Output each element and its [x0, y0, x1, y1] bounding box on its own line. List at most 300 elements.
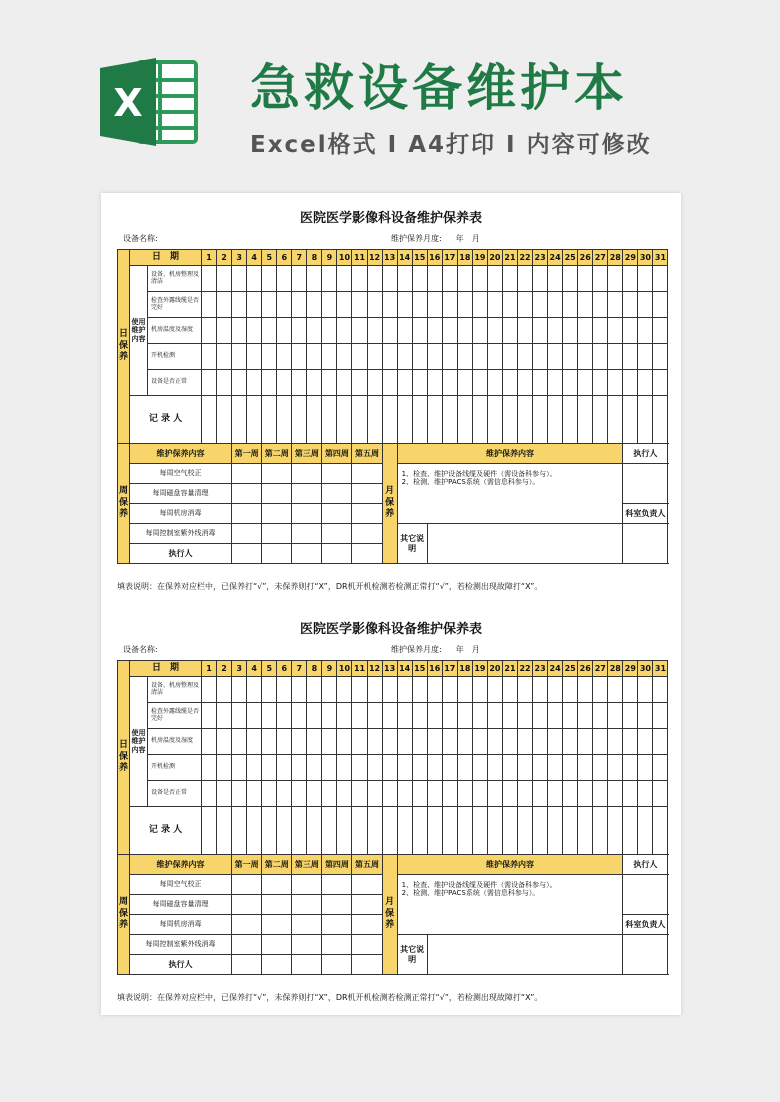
check-cell[interactable] — [277, 318, 292, 344]
check-cell[interactable] — [412, 703, 427, 729]
recorder-cell[interactable] — [202, 396, 217, 444]
check-cell[interactable] — [277, 703, 292, 729]
check-cell[interactable] — [202, 318, 217, 344]
recorder-cell[interactable] — [217, 396, 232, 444]
check-cell[interactable] — [563, 755, 578, 781]
check-cell[interactable] — [307, 781, 322, 807]
check-cell[interactable] — [427, 370, 442, 396]
recorder-cell[interactable] — [623, 396, 638, 444]
week-check-cell[interactable] — [322, 875, 352, 895]
check-cell[interactable] — [457, 318, 472, 344]
check-cell[interactable] — [337, 318, 352, 344]
check-cell[interactable] — [533, 292, 548, 318]
check-cell[interactable] — [397, 292, 412, 318]
check-cell[interactable] — [202, 266, 217, 292]
check-cell[interactable] — [563, 677, 578, 703]
check-cell[interactable] — [487, 370, 502, 396]
recorder-cell[interactable] — [337, 396, 352, 444]
week-check-cell[interactable] — [352, 915, 382, 935]
check-cell[interactable] — [412, 729, 427, 755]
check-cell[interactable] — [277, 781, 292, 807]
check-cell[interactable] — [352, 729, 367, 755]
check-cell[interactable] — [593, 677, 608, 703]
check-cell[interactable] — [457, 266, 472, 292]
check-cell[interactable] — [397, 703, 412, 729]
check-cell[interactable] — [247, 318, 262, 344]
recorder-cell[interactable] — [518, 396, 533, 444]
recorder-cell[interactable] — [292, 807, 307, 855]
recorder-cell[interactable] — [533, 396, 548, 444]
check-cell[interactable] — [412, 318, 427, 344]
check-cell[interactable] — [578, 781, 593, 807]
check-cell[interactable] — [232, 781, 247, 807]
check-cell[interactable] — [623, 755, 638, 781]
check-cell[interactable] — [578, 318, 593, 344]
check-cell[interactable] — [472, 318, 487, 344]
check-cell[interactable] — [548, 703, 563, 729]
check-cell[interactable] — [563, 292, 578, 318]
check-cell[interactable] — [412, 755, 427, 781]
check-cell[interactable] — [623, 370, 638, 396]
recorder-cell[interactable] — [367, 807, 382, 855]
recorder-cell[interactable] — [442, 807, 457, 855]
check-cell[interactable] — [563, 370, 578, 396]
check-cell[interactable] — [533, 370, 548, 396]
check-cell[interactable] — [623, 677, 638, 703]
check-cell[interactable] — [277, 755, 292, 781]
check-cell[interactable] — [502, 755, 517, 781]
recorder-cell[interactable] — [472, 396, 487, 444]
check-cell[interactable] — [548, 370, 563, 396]
recorder-cell[interactable] — [397, 396, 412, 444]
check-cell[interactable] — [442, 266, 457, 292]
recorder-cell[interactable] — [578, 807, 593, 855]
check-cell[interactable] — [623, 266, 638, 292]
check-cell[interactable] — [202, 370, 217, 396]
check-cell[interactable] — [548, 755, 563, 781]
check-cell[interactable] — [502, 318, 517, 344]
check-cell[interactable] — [608, 370, 623, 396]
check-cell[interactable] — [457, 781, 472, 807]
check-cell[interactable] — [397, 318, 412, 344]
check-cell[interactable] — [217, 729, 232, 755]
check-cell[interactable] — [412, 266, 427, 292]
check-cell[interactable] — [232, 344, 247, 370]
week-check-cell[interactable] — [232, 895, 262, 915]
check-cell[interactable] — [502, 370, 517, 396]
check-cell[interactable] — [382, 292, 397, 318]
check-cell[interactable] — [518, 781, 533, 807]
week-check-cell[interactable] — [262, 915, 292, 935]
check-cell[interactable] — [307, 292, 322, 318]
check-cell[interactable] — [397, 266, 412, 292]
check-cell[interactable] — [382, 729, 397, 755]
check-cell[interactable] — [638, 677, 653, 703]
check-cell[interactable] — [533, 318, 548, 344]
check-cell[interactable] — [397, 677, 412, 703]
check-cell[interactable] — [217, 755, 232, 781]
check-cell[interactable] — [412, 292, 427, 318]
check-cell[interactable] — [397, 729, 412, 755]
check-cell[interactable] — [608, 677, 623, 703]
week-check-cell[interactable] — [262, 464, 292, 484]
check-cell[interactable] — [367, 318, 382, 344]
check-cell[interactable] — [502, 703, 517, 729]
recorder-cell[interactable] — [487, 396, 502, 444]
check-cell[interactable] — [472, 755, 487, 781]
check-cell[interactable] — [382, 781, 397, 807]
week-check-cell[interactable] — [352, 524, 382, 544]
check-cell[interactable] — [382, 370, 397, 396]
check-cell[interactable] — [367, 370, 382, 396]
check-cell[interactable] — [653, 292, 668, 318]
check-cell[interactable] — [352, 677, 367, 703]
dept-head-sign-cell[interactable] — [623, 524, 668, 564]
check-cell[interactable] — [487, 292, 502, 318]
check-cell[interactable] — [442, 729, 457, 755]
check-cell[interactable] — [322, 755, 337, 781]
check-cell[interactable] — [232, 370, 247, 396]
check-cell[interactable] — [412, 677, 427, 703]
check-cell[interactable] — [487, 781, 502, 807]
recorder-cell[interactable] — [653, 807, 668, 855]
recorder-cell[interactable] — [352, 807, 367, 855]
check-cell[interactable] — [563, 703, 578, 729]
check-cell[interactable] — [472, 266, 487, 292]
week-check-cell[interactable] — [322, 484, 352, 504]
recorder-cell[interactable] — [623, 807, 638, 855]
check-cell[interactable] — [638, 370, 653, 396]
week-check-cell[interactable] — [292, 484, 322, 504]
week-executor-cell[interactable] — [352, 955, 382, 975]
check-cell[interactable] — [217, 370, 232, 396]
check-cell[interactable] — [608, 344, 623, 370]
check-cell[interactable] — [367, 755, 382, 781]
recorder-cell[interactable] — [352, 396, 367, 444]
check-cell[interactable] — [472, 292, 487, 318]
check-cell[interactable] — [397, 781, 412, 807]
check-cell[interactable] — [533, 266, 548, 292]
check-cell[interactable] — [262, 370, 277, 396]
check-cell[interactable] — [623, 292, 638, 318]
check-cell[interactable] — [217, 703, 232, 729]
check-cell[interactable] — [367, 266, 382, 292]
check-cell[interactable] — [442, 703, 457, 729]
check-cell[interactable] — [367, 781, 382, 807]
check-cell[interactable] — [367, 677, 382, 703]
check-cell[interactable] — [427, 703, 442, 729]
check-cell[interactable] — [247, 755, 262, 781]
check-cell[interactable] — [247, 370, 262, 396]
check-cell[interactable] — [638, 703, 653, 729]
week-executor-cell[interactable] — [352, 544, 382, 564]
check-cell[interactable] — [397, 370, 412, 396]
check-cell[interactable] — [262, 292, 277, 318]
check-cell[interactable] — [608, 266, 623, 292]
other-notes-cell[interactable] — [427, 524, 623, 564]
check-cell[interactable] — [367, 344, 382, 370]
check-cell[interactable] — [217, 781, 232, 807]
check-cell[interactable] — [472, 344, 487, 370]
check-cell[interactable] — [352, 370, 367, 396]
check-cell[interactable] — [322, 729, 337, 755]
check-cell[interactable] — [277, 370, 292, 396]
week-executor-cell[interactable] — [232, 955, 262, 975]
check-cell[interactable] — [322, 266, 337, 292]
check-cell[interactable] — [653, 781, 668, 807]
check-cell[interactable] — [593, 729, 608, 755]
check-cell[interactable] — [457, 370, 472, 396]
check-cell[interactable] — [232, 729, 247, 755]
check-cell[interactable] — [307, 266, 322, 292]
check-cell[interactable] — [653, 677, 668, 703]
check-cell[interactable] — [608, 755, 623, 781]
check-cell[interactable] — [472, 370, 487, 396]
check-cell[interactable] — [442, 344, 457, 370]
check-cell[interactable] — [442, 755, 457, 781]
recorder-cell[interactable] — [292, 396, 307, 444]
recorder-cell[interactable] — [638, 396, 653, 444]
check-cell[interactable] — [563, 781, 578, 807]
check-cell[interactable] — [593, 266, 608, 292]
check-cell[interactable] — [638, 266, 653, 292]
recorder-cell[interactable] — [277, 807, 292, 855]
recorder-cell[interactable] — [307, 396, 322, 444]
check-cell[interactable] — [548, 318, 563, 344]
week-check-cell[interactable] — [262, 484, 292, 504]
check-cell[interactable] — [608, 729, 623, 755]
check-cell[interactable] — [427, 729, 442, 755]
check-cell[interactable] — [442, 781, 457, 807]
check-cell[interactable] — [563, 318, 578, 344]
week-check-cell[interactable] — [292, 915, 322, 935]
check-cell[interactable] — [322, 370, 337, 396]
check-cell[interactable] — [457, 755, 472, 781]
recorder-cell[interactable] — [277, 396, 292, 444]
check-cell[interactable] — [518, 729, 533, 755]
check-cell[interactable] — [472, 677, 487, 703]
week-check-cell[interactable] — [292, 935, 322, 955]
recorder-cell[interactable] — [247, 396, 262, 444]
check-cell[interactable] — [322, 318, 337, 344]
week-executor-cell[interactable] — [262, 955, 292, 975]
check-cell[interactable] — [518, 677, 533, 703]
check-cell[interactable] — [247, 677, 262, 703]
check-cell[interactable] — [487, 729, 502, 755]
check-cell[interactable] — [578, 703, 593, 729]
check-cell[interactable] — [292, 344, 307, 370]
week-check-cell[interactable] — [322, 935, 352, 955]
check-cell[interactable] — [247, 729, 262, 755]
check-cell[interactable] — [533, 344, 548, 370]
check-cell[interactable] — [578, 370, 593, 396]
check-cell[interactable] — [337, 703, 352, 729]
week-check-cell[interactable] — [322, 464, 352, 484]
week-check-cell[interactable] — [352, 895, 382, 915]
week-check-cell[interactable] — [322, 524, 352, 544]
check-cell[interactable] — [337, 344, 352, 370]
recorder-cell[interactable] — [502, 396, 517, 444]
check-cell[interactable] — [307, 703, 322, 729]
check-cell[interactable] — [202, 292, 217, 318]
check-cell[interactable] — [352, 318, 367, 344]
executor-sign-cell[interactable] — [623, 464, 668, 504]
check-cell[interactable] — [217, 677, 232, 703]
check-cell[interactable] — [518, 292, 533, 318]
check-cell[interactable] — [623, 729, 638, 755]
check-cell[interactable] — [337, 755, 352, 781]
check-cell[interactable] — [653, 755, 668, 781]
check-cell[interactable] — [307, 677, 322, 703]
check-cell[interactable] — [307, 370, 322, 396]
recorder-cell[interactable] — [262, 396, 277, 444]
check-cell[interactable] — [533, 729, 548, 755]
week-check-cell[interactable] — [232, 935, 262, 955]
check-cell[interactable] — [427, 677, 442, 703]
check-cell[interactable] — [232, 318, 247, 344]
check-cell[interactable] — [307, 755, 322, 781]
recorder-cell[interactable] — [247, 807, 262, 855]
check-cell[interactable] — [277, 729, 292, 755]
recorder-cell[interactable] — [397, 807, 412, 855]
check-cell[interactable] — [502, 266, 517, 292]
check-cell[interactable] — [277, 292, 292, 318]
check-cell[interactable] — [487, 703, 502, 729]
recorder-cell[interactable] — [382, 807, 397, 855]
check-cell[interactable] — [487, 677, 502, 703]
check-cell[interactable] — [262, 344, 277, 370]
week-executor-cell[interactable] — [232, 544, 262, 564]
check-cell[interactable] — [412, 370, 427, 396]
week-check-cell[interactable] — [292, 895, 322, 915]
recorder-cell[interactable] — [202, 807, 217, 855]
check-cell[interactable] — [262, 755, 277, 781]
check-cell[interactable] — [457, 729, 472, 755]
check-cell[interactable] — [307, 344, 322, 370]
week-check-cell[interactable] — [232, 504, 262, 524]
check-cell[interactable] — [593, 755, 608, 781]
check-cell[interactable] — [352, 292, 367, 318]
check-cell[interactable] — [292, 755, 307, 781]
check-cell[interactable] — [382, 266, 397, 292]
week-check-cell[interactable] — [262, 504, 292, 524]
recorder-cell[interactable] — [217, 807, 232, 855]
check-cell[interactable] — [578, 344, 593, 370]
check-cell[interactable] — [367, 292, 382, 318]
week-check-cell[interactable] — [232, 875, 262, 895]
check-cell[interactable] — [292, 318, 307, 344]
check-cell[interactable] — [623, 703, 638, 729]
check-cell[interactable] — [502, 729, 517, 755]
check-cell[interactable] — [247, 344, 262, 370]
check-cell[interactable] — [518, 755, 533, 781]
recorder-cell[interactable] — [533, 807, 548, 855]
check-cell[interactable] — [247, 703, 262, 729]
recorder-cell[interactable] — [563, 807, 578, 855]
check-cell[interactable] — [292, 677, 307, 703]
check-cell[interactable] — [638, 344, 653, 370]
check-cell[interactable] — [457, 677, 472, 703]
check-cell[interactable] — [548, 292, 563, 318]
check-cell[interactable] — [367, 729, 382, 755]
recorder-cell[interactable] — [427, 396, 442, 444]
check-cell[interactable] — [593, 318, 608, 344]
check-cell[interactable] — [337, 729, 352, 755]
check-cell[interactable] — [397, 755, 412, 781]
check-cell[interactable] — [653, 318, 668, 344]
check-cell[interactable] — [472, 703, 487, 729]
check-cell[interactable] — [563, 344, 578, 370]
recorder-cell[interactable] — [367, 396, 382, 444]
check-cell[interactable] — [277, 344, 292, 370]
week-executor-cell[interactable] — [292, 955, 322, 975]
check-cell[interactable] — [442, 292, 457, 318]
check-cell[interactable] — [202, 755, 217, 781]
check-cell[interactable] — [623, 344, 638, 370]
check-cell[interactable] — [533, 703, 548, 729]
check-cell[interactable] — [247, 266, 262, 292]
week-check-cell[interactable] — [322, 895, 352, 915]
week-check-cell[interactable] — [292, 875, 322, 895]
check-cell[interactable] — [217, 344, 232, 370]
check-cell[interactable] — [502, 781, 517, 807]
check-cell[interactable] — [548, 677, 563, 703]
check-cell[interactable] — [548, 266, 563, 292]
check-cell[interactable] — [487, 344, 502, 370]
week-check-cell[interactable] — [262, 895, 292, 915]
recorder-cell[interactable] — [262, 807, 277, 855]
check-cell[interactable] — [292, 266, 307, 292]
check-cell[interactable] — [608, 292, 623, 318]
other-notes-cell[interactable] — [427, 935, 623, 975]
check-cell[interactable] — [247, 292, 262, 318]
check-cell[interactable] — [533, 677, 548, 703]
check-cell[interactable] — [217, 266, 232, 292]
check-cell[interactable] — [352, 755, 367, 781]
check-cell[interactable] — [352, 344, 367, 370]
check-cell[interactable] — [352, 266, 367, 292]
recorder-cell[interactable] — [382, 396, 397, 444]
check-cell[interactable] — [518, 266, 533, 292]
check-cell[interactable] — [472, 781, 487, 807]
check-cell[interactable] — [202, 781, 217, 807]
check-cell[interactable] — [472, 729, 487, 755]
check-cell[interactable] — [307, 729, 322, 755]
check-cell[interactable] — [593, 370, 608, 396]
check-cell[interactable] — [578, 292, 593, 318]
check-cell[interactable] — [202, 729, 217, 755]
check-cell[interactable] — [262, 677, 277, 703]
check-cell[interactable] — [593, 703, 608, 729]
check-cell[interactable] — [427, 318, 442, 344]
check-cell[interactable] — [593, 344, 608, 370]
check-cell[interactable] — [533, 781, 548, 807]
check-cell[interactable] — [262, 266, 277, 292]
check-cell[interactable] — [427, 755, 442, 781]
check-cell[interactable] — [382, 318, 397, 344]
recorder-cell[interactable] — [548, 807, 563, 855]
check-cell[interactable] — [457, 292, 472, 318]
week-executor-cell[interactable] — [262, 544, 292, 564]
check-cell[interactable] — [427, 344, 442, 370]
check-cell[interactable] — [502, 292, 517, 318]
recorder-cell[interactable] — [412, 396, 427, 444]
check-cell[interactable] — [457, 344, 472, 370]
check-cell[interactable] — [292, 292, 307, 318]
recorder-cell[interactable] — [307, 807, 322, 855]
check-cell[interactable] — [292, 370, 307, 396]
recorder-cell[interactable] — [232, 396, 247, 444]
